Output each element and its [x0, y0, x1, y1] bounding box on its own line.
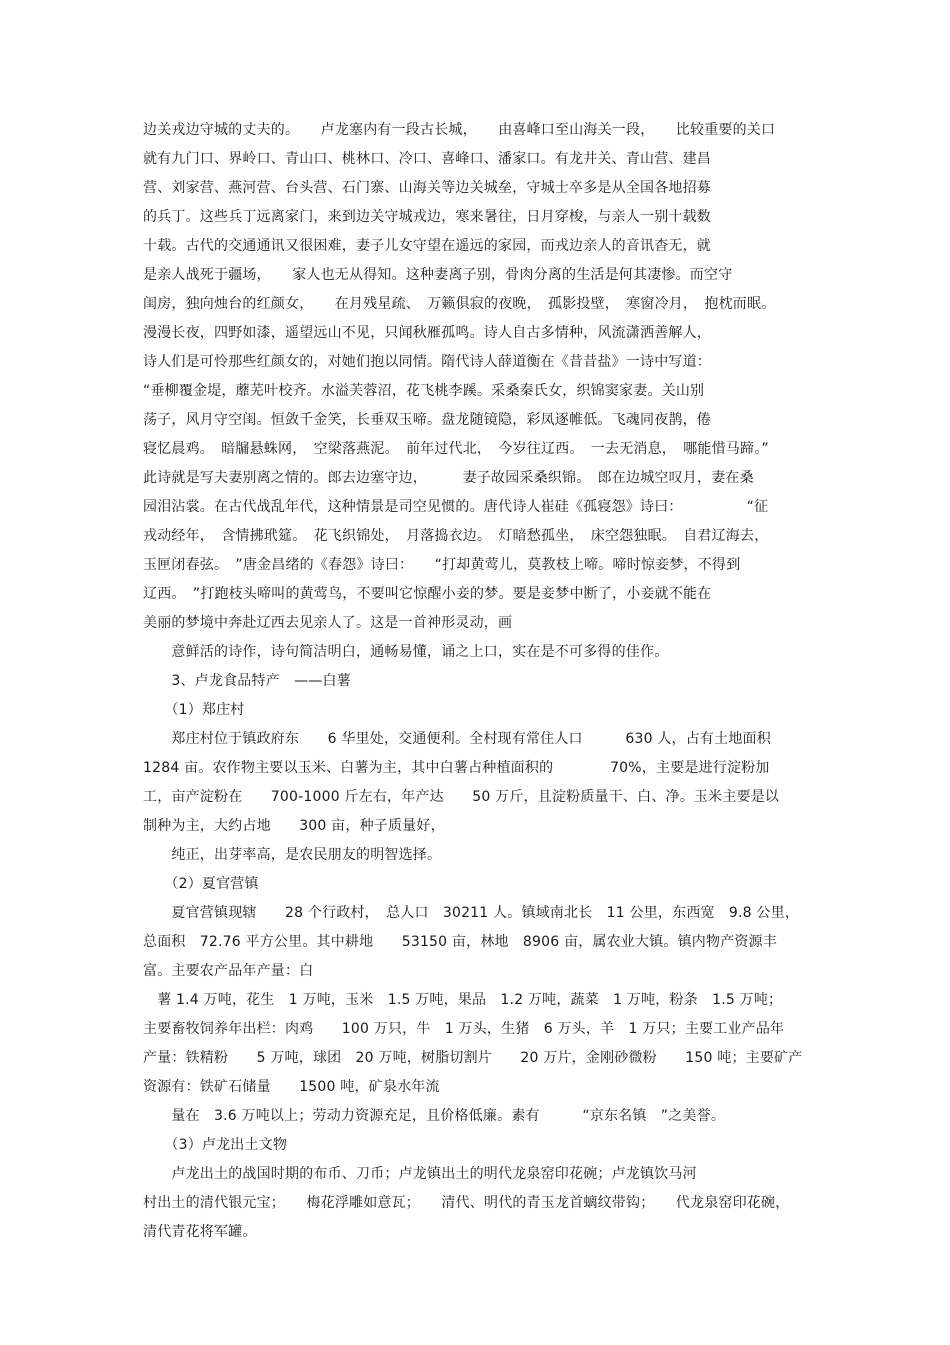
text-line: 辽西。 ”打跑枝头啼叫的黄莺鸟，不要叫它惊醒小妾的梦。要是妾梦中断了，小妾就不能在 — [143, 586, 712, 602]
text-line: 荡子，风月守空闺。恒敛千金笑，长垂双玉啼。盘龙随镜隐，彩凤逐帷低。飞魂同夜鹊，倦 — [143, 412, 711, 428]
text-line: 是亲人战死于疆场， 家人也无从得知。这种妻离子别，骨肉分离的生活是何其凄惨。而空守 — [143, 267, 733, 283]
text-line: 产量：铁精粉 5 万吨，球团 20 万吨，树脂切割片 20 万片，金刚砂微粉 150 吨；主要矿产 — [143, 1050, 803, 1066]
text-line: 的兵丁。这些兵丁远离家门，来到边关守城戎边，寒来暑往，日月穿梭，与亲人一别十载数 — [143, 209, 711, 225]
text-line: 意鲜活的诗作，诗句简洁明白，通畅易懂，诵之上口，实在是不可多得的佳作。 — [143, 644, 669, 660]
text-line: 主要畜牧饲养年出栏：肉鸡 100 万只，牛 1 万头，生猪 6 万头，羊 1 万只；主要工业产品年 — [143, 1021, 785, 1037]
text-line: 富。主要农产品年产量：白 — [143, 963, 314, 979]
text-line: 纯正，出芽率高，是农民朋友的明智选择。 — [143, 847, 442, 863]
text-line: 营、刘家营、燕河营、台头营、石门寨、山海关等边关城垒，守城士卒多是从全国各地招募 — [143, 180, 711, 196]
text-line: 边关戎边守城的丈夫的。 卢龙塞内有一段古长城， 由喜峰口至山海关一段， 比较重要的关口 — [143, 122, 776, 138]
text-line: 夏官营镇现辖 28 个行政村， 总人口 30211 人。镇域南北长 11 公里，东西宽 9.8 公里， — [143, 905, 800, 921]
text-line: 卢龙出土的战国时期的布币、刀币；卢龙镇出土的明代龙泉窑印花碗；卢龙镇饮马河 — [143, 1166, 697, 1182]
text-line: 清代青花将军罐。 — [143, 1224, 257, 1240]
text-line: 工，亩产淀粉在 700-1000 斤左右，年产达 50 万斤，且淀粉质量干、白、净。玉米主要是以 — [143, 789, 780, 805]
text-line: 资源有：铁矿石储量 1500 吨，矿泉水年流 — [143, 1079, 440, 1095]
text-line: 漫漫长夜，四野如漆，遥望远山不见，只闻秋雁孤鸣。诗人自古多情种，风流潇洒善解人， — [143, 325, 711, 341]
text-line: 郑庄村位于镇政府东 6 华里处，交通便利。全村现有常住人口 630 人，占有土地面积 — [143, 731, 771, 747]
text-line: 薯 1.4 万吨，花生 1 万吨，玉米 1.5 万吨，果品 1.2 万吨，蔬菜 1 万吨，粉条 1.5 万吨； — [143, 992, 783, 1008]
subsection-heading: （2）夏官营镇 — [143, 876, 259, 892]
text-line: 戎动经年， 含情拂玳筵。 花飞织锦处， 月落捣衣边。 灯暗愁孤坐， 床空怨独眠。 自君辽海去， — [143, 528, 769, 544]
text-line: 园泪沾裳。在古代战乱年代，这种情景是司空见惯的。唐代诗人崔硅《孤寝怨》诗曰： “征 — [143, 499, 769, 515]
text-line: 诗人们是可怜那些红颜女的，对她们抱以同情。隋代诗人薛道衡在《昔昔盐》一诗中写道： — [143, 354, 711, 370]
text-line: 总面积 72.76 平方公里。其中耕地 53150 亩，林地 8906 亩，属农业大镇。镇内物产资源丰 — [143, 934, 777, 950]
text-line: 寝忆晨鸡。 暗牖悬蛛网， 空梁落燕泥。 前年过代北， 今岁往辽西。 一去无消息， 哪能惜马蹄。” — [143, 441, 769, 457]
text-line: 十载。古代的交通通讯又很困难，妻子儿女守望在遥远的家园，而戎边亲人的音讯杳无，就 — [143, 238, 711, 254]
text-line: 村出土的清代银元宝； 梅花浮雕如意瓦； 清代、明代的青玉龙首螭纹带钩； 代龙泉窑印花碗， — [143, 1195, 790, 1211]
text-line: 闺房，独向烛台的红颜女， 在月残星疏、 万籁俱寂的夜晚， 孤影投壁， 寒窗冷月， 抱枕而眠。 — [143, 296, 776, 312]
subsection-heading: （1）郑庄村 — [143, 702, 245, 718]
text-line: 1284 亩。农作物主要以玉米、白薯为主，其中白薯占种植面积的 70%，主要是进行淀粉加 — [143, 760, 770, 776]
text-line: 美丽的梦境中奔赴辽西去见亲人了。这是一首神形灵动，画 — [143, 615, 513, 631]
text-line: 玉匣闭春弦。 ”唐金昌绪的《春怨》诗曰： “打却黄莺儿，莫教枝上啼。啼时惊妾梦，不得到 — [143, 557, 741, 573]
text-line: 此诗就是写夫妻别离之情的。郎去边塞守边， 妻子故园采桑织锦。 郎在边城空叹月，妻在桑 — [143, 470, 754, 486]
section-heading: 3、卢龙食品特产 ——白薯 — [143, 673, 351, 689]
text-line: 制种为主，大约占地 300 亩，种子质量好， — [143, 818, 445, 834]
subsection-heading: （3）卢龙出土文物 — [143, 1137, 288, 1153]
text-line: “垂柳覆金堤，蘼芜叶校齐。水溢芙蓉沼，花飞桃李蹊。采桑秦氏女，织锦窦家妻。关山别 — [143, 383, 705, 399]
text-line: 量在 3.6 万吨以上；劳动力资源充足，且价格低廉。素有 “京东名镇 ”之美誉。 — [143, 1108, 726, 1124]
text-line: 就有九门口、界岭口、青山口、桃林口、冷口、喜峰口、潘家口。有龙井关、青山营、建昌 — [143, 151, 711, 167]
